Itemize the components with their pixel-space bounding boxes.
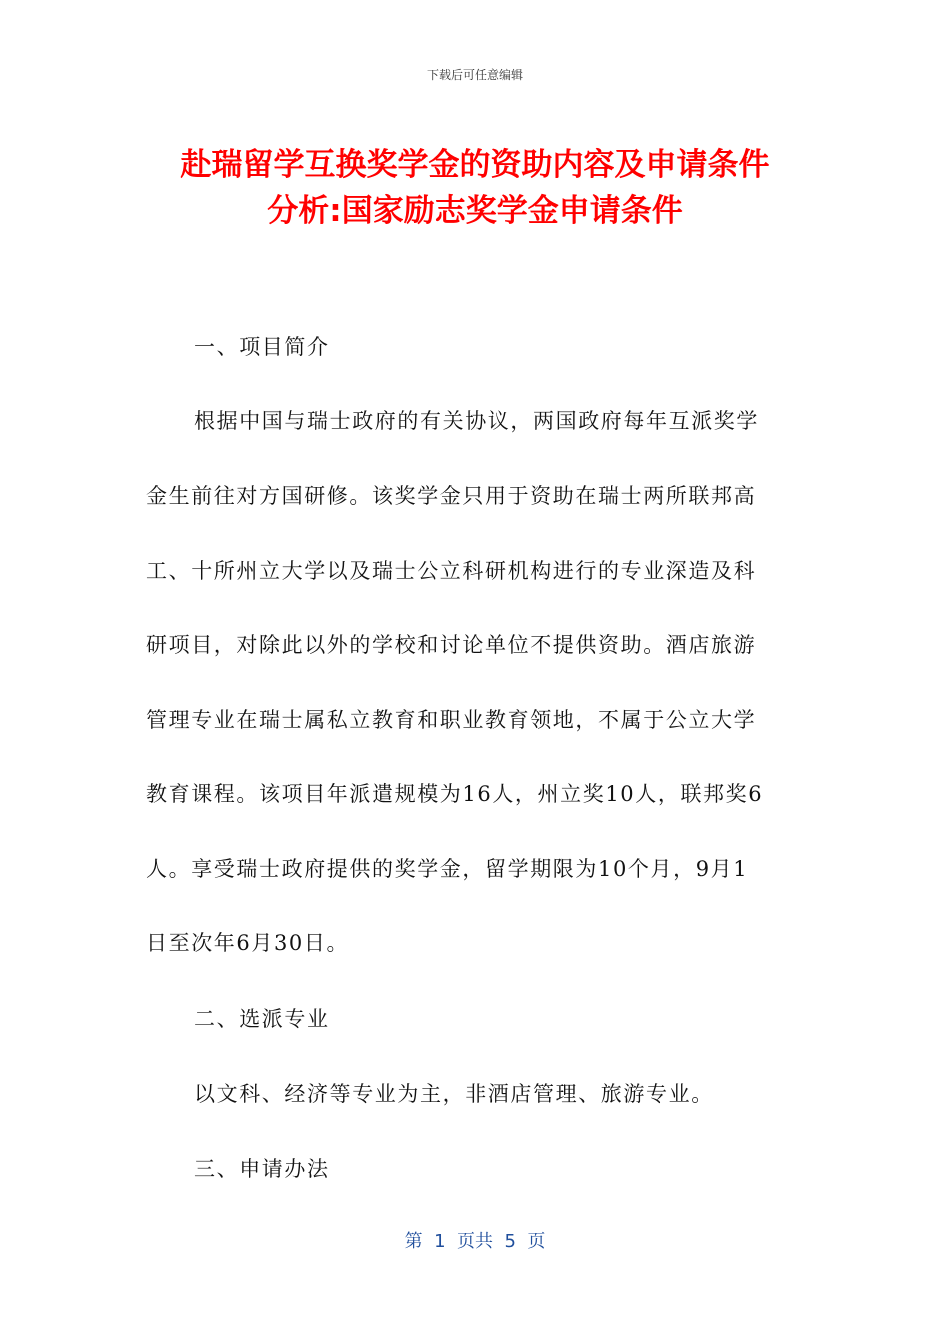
document-title — [100, 142, 850, 234]
section-heading-1: 一、项目简介 — [194, 335, 330, 359]
title-line-2: 分析:国家励志奖学金申请条件 — [267, 193, 683, 229]
section-heading-2: 二、选派专业 — [194, 1007, 330, 1031]
paragraph-1-line-4: 研项目，对除此以外的学校和讨论单位不提供资助。酒店旅游 — [146, 633, 757, 657]
section-heading-3: 三、申请办法 — [194, 1157, 330, 1181]
paragraph-1-line-3: 工、十所州立大学以及瑞士公立科研机构进行的专业深造及科 — [146, 559, 757, 583]
paragraph-1-line-2: 金生前往对方国研修。该奖学金只用于资助在瑞士两所联邦高 — [146, 484, 757, 508]
page-number-footer: 第 1 页共 5 页 — [404, 1231, 546, 1252]
paragraph-1-line-8: 日至次年6月30日。 — [146, 931, 350, 955]
paragraph-1-line-6: 教育课程。该项目年派遣规模为16人，州立奖10人，联邦奖6 — [146, 782, 764, 806]
header-note: 下载后可任意编辑 — [426, 68, 523, 82]
paragraph-2: 以文科、经济等专业为主，非酒店管理、旅游专业。 — [194, 1082, 714, 1106]
paragraph-1-line-5: 管理专业在瑞士属私立教育和职业教育领地，不属于公立大学 — [146, 708, 757, 732]
paragraph-1-line-7: 人。享受瑞士政府提供的奖学金，留学期限为10个月，9月1 — [146, 857, 749, 881]
title-line-1: 赴瑞留学互换奖学金的资助内容及申请条件 — [180, 147, 770, 183]
paragraph-1-line-1: 根据中国与瑞士政府的有关协议，两国政府每年互派奖学 — [194, 409, 759, 433]
